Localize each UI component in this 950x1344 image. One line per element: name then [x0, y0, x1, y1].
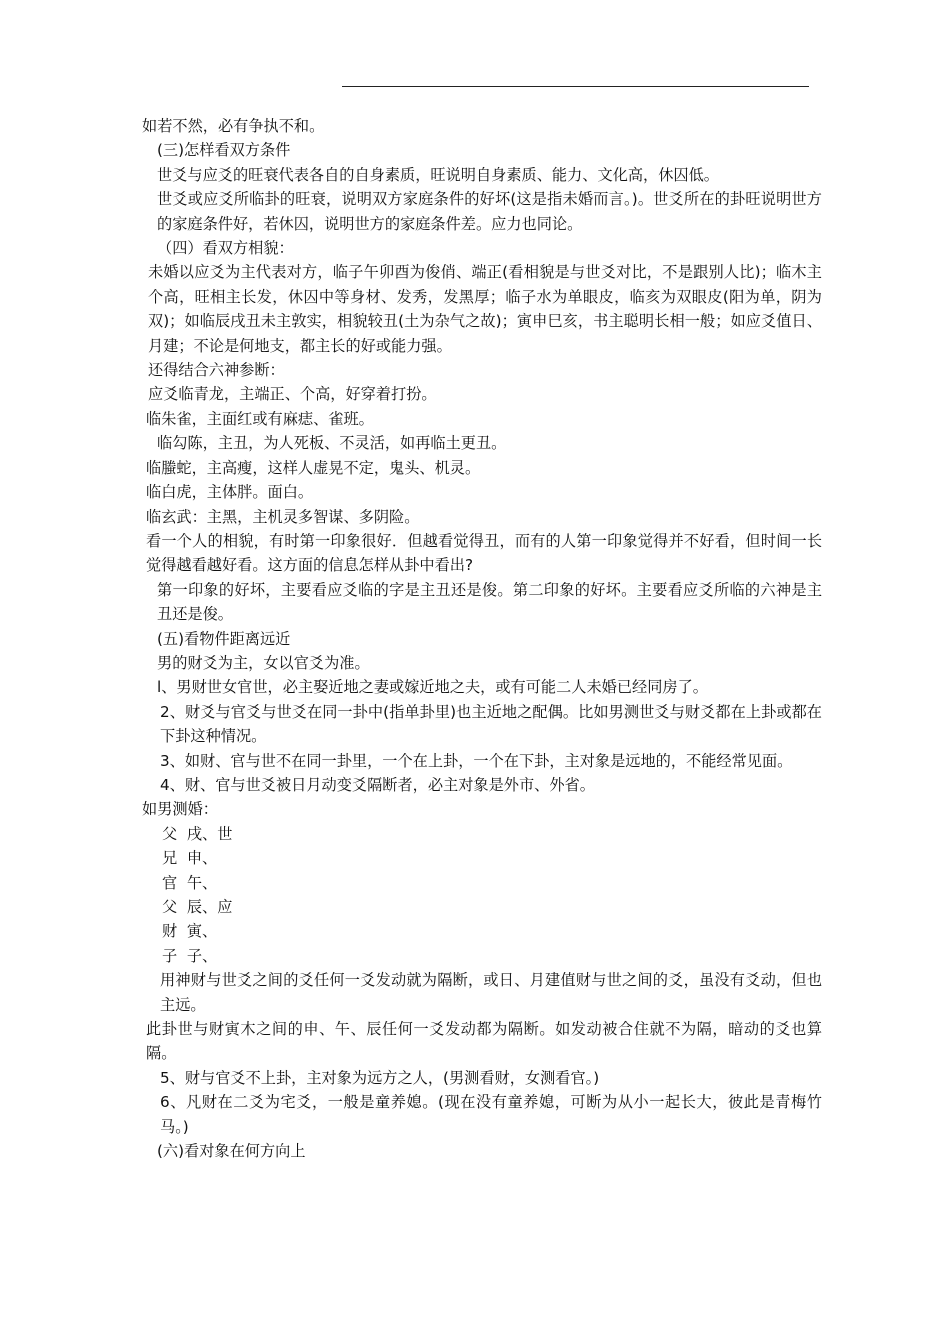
hexagram-line: 父 辰、应: [162, 898, 233, 916]
section-heading: (六)看对象在何方向上: [157, 1142, 306, 1161]
hexagram-line: 官 午、: [162, 873, 218, 892]
paragraph: 看一个人的相貌，有时第一印象很好．但越看觉得丑，而有的人第一印象觉得并不好看，但时间一长觉得越看越好看。这方面的信息怎样从卦中看出?: [146, 531, 822, 575]
paragraph: 还得结合六神参断：: [148, 361, 285, 380]
paragraph: 如男测婚：: [142, 800, 218, 819]
list-item: 3、如财、官与世不在同一卦里，一个在上卦，一个在下卦，主对象是远地的，不能经常见面。: [160, 751, 793, 770]
list-item: l、男财世女官世，必主娶近地之妻或嫁近地之夫，或有可能二人未婚已经同房了。: [157, 678, 708, 697]
paragraph: 第一印象的好坏，主要看应爻临的字是主丑还是俊。第二印象的好坏。主要看应爻所临的六神是主丑还是俊。: [157, 580, 822, 624]
paragraph: 临勾陈，主丑，为人死板、不灵活，如再临土更丑。: [157, 434, 507, 453]
hexagram-line: 兄 申、: [162, 849, 218, 868]
paragraph: 未婚以应爻为主代表对方，临子午卯酉为俊俏、端正(看相貌是与世爻对比，不是跟别人比)；临木主个高，旺相主长发，休囚中等身材、发秀，发黑厚；临子水为单眼皮，临亥为双眼皮(阳为单，阴为双)；如临辰戌丑未主敦实，相貌较丑(土为杂气之故)；寅申巳亥，书主聪明长相一般；如应爻值日、月建；不论是何地支，都主长的好或能力强。: [148, 263, 822, 355]
paragraph: 世爻与应爻的旺衰代表各自的自身素质，旺说明自身素质、能力、文化高，休囚低。: [157, 165, 719, 184]
list-item: 4、财、官与世爻被日月动变爻隔断者，必主对象是外市、外省。: [160, 775, 595, 794]
paragraph: 世爻或应爻所临卦的旺衰，说明双方家庭条件的好坏(这是指未婚而言。)。世爻所在的卦旺说明世方的家庭条件好，若休囚，说明世方的家庭条件差。应力也同论。: [157, 190, 822, 233]
paragraph: 临朱雀，主面红或有麻痣、雀班。: [146, 409, 374, 428]
section-heading: (五)看物件距离远近: [157, 629, 291, 648]
paragraph: 应爻临青龙，主端正、个高，好穿着打扮。: [148, 385, 437, 404]
list-item: 5、财与官爻不上卦，主对象为远方之人，(男测看财，女测看官。): [160, 1068, 600, 1087]
paragraph: 临玄武：主黑，主机灵多智谋、多阴险。: [146, 507, 420, 526]
document-body: [142, 114, 822, 1163]
list-item: 6、凡财在二爻为宅爻，一般是童养媳。(现在没有童养媳，可断为从小一起长大，彼此是青梅竹马。): [160, 1093, 822, 1136]
paragraph: 用神财与世爻之间的爻任何一爻发动就为隔断，或日、月建值财与世之间的爻，虽没有爻动，但也主远。: [160, 971, 822, 1014]
paragraph: 临螣蛇，主高瘦，这样人虚晃不定，鬼头、机灵。: [146, 458, 481, 477]
hexagram-line: 父 戌、世: [162, 824, 233, 843]
section-heading: (三)怎样看双方条件: [157, 141, 291, 160]
paragraph: 男的财爻为主，女以官爻为准。: [157, 653, 370, 672]
paragraph: 临白虎，主体胖。面白。: [146, 483, 314, 502]
section-heading: （四）看双方相貌：: [157, 239, 294, 258]
list-item: 2、财爻与官爻与世爻在同一卦中(指单卦里)也主近地之配偶。比如男测世爻与财爻都在上卦或都在下卦这种情况。: [160, 702, 822, 746]
header-rule: [342, 86, 809, 87]
hexagram-line: 财 寅、: [162, 922, 218, 941]
paragraph: 如若不然，必有争执不和。: [142, 117, 325, 135]
hexagram-line: 子 子、: [162, 946, 218, 965]
paragraph: 此卦世与财寅木之间的申、午、辰任何一爻发动都为隔断。如发动被合住就不为隔，暗动的爻也算隔。: [146, 1020, 822, 1063]
